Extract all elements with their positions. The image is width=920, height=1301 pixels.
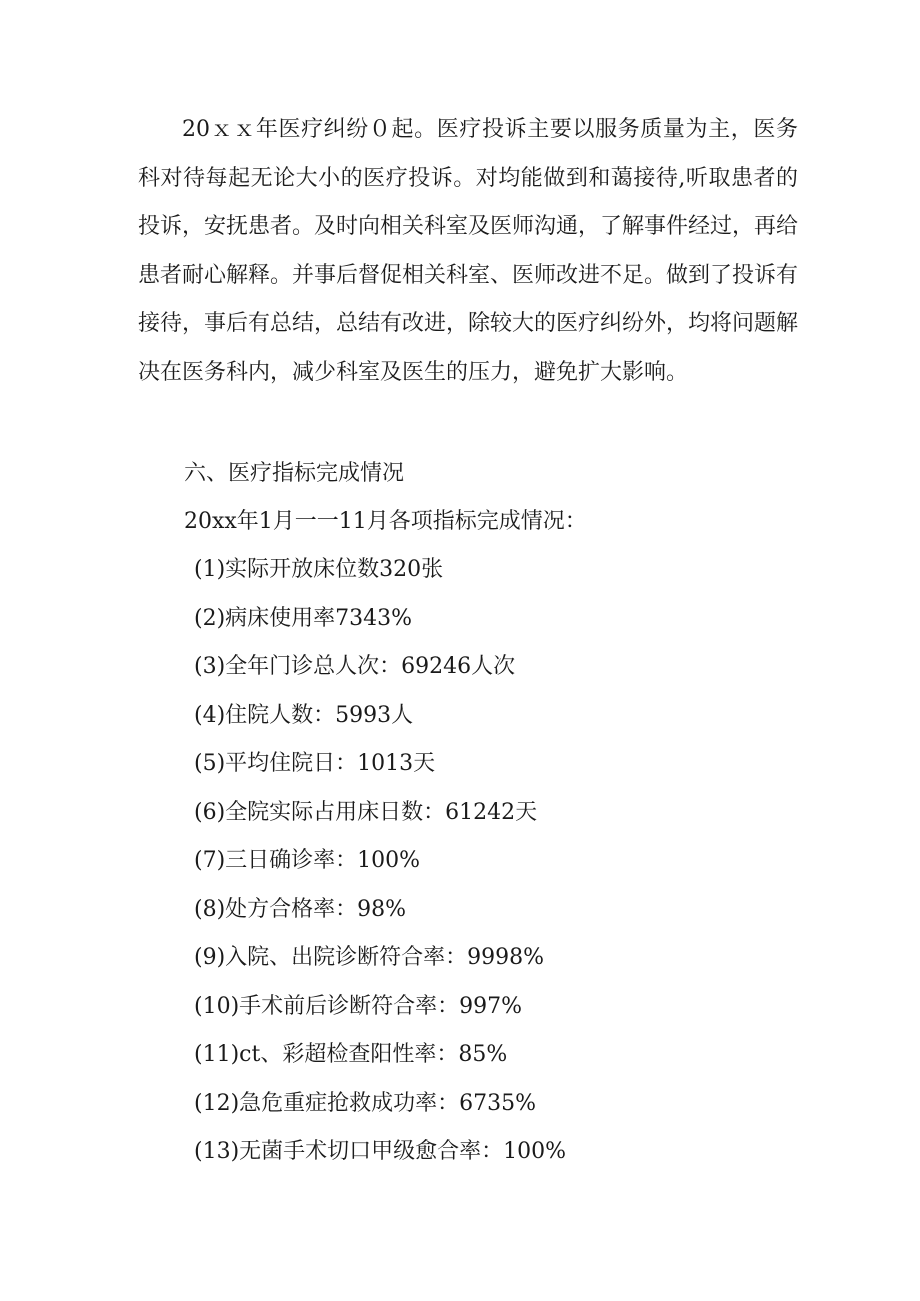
indicator-list [194,546,566,1177]
indicator-item: (12)急危重症抢救成功率：6735% [194,1090,537,1116]
indicator-item: (4)住院人数：5993人 [194,702,414,728]
indicator-item: (3)全年门诊总人次：69246人次 [194,654,516,679]
indicator-item: (11)ct、彩超检查阳性率：85% [194,1042,508,1067]
complaints-paragraph: 20ｘｘ年医疗纠纷０起。医疗投诉主要以服务质量为主，医务科对待每起无论大小的医疗投诉。对均能做到和蔼接待,听取患者的投诉，安抚患者。及时向相关科室及医师沟通，了解事件经过，再给患者耐心解释。并事后督促相关科室、医师改进不足。做到了投诉有接待，事后有总结，总结有改进，除较大的医疗纠纷外，均将问题解决在医务科内，减少科室及医生的压力，避免扩大影响。 [138,117,799,385]
indicator-item: (2)病床使用率7343% [194,605,413,631]
indicator-item: (8)处方合格率：98% [194,896,407,922]
section-heading: 六、医疗指标完成情况 [184,461,405,486]
indicator-item: (5)平均住院日：1013天 [194,751,436,776]
indicators-subheading: 20xx年1月一一11月各项指标完成情况： [184,509,587,534]
indicator-item: (6)全院实际占用床日数：61242天 [194,799,538,825]
indicator-item: (13)无菌手术切口甲级愈合率：100% [194,1139,567,1164]
indicator-item: (10)手术前后诊断符合率：997% [194,993,523,1019]
indicator-item: (7)三日确诊率：100% [194,848,421,873]
indicator-item: (1)实际开放床位数320张 [194,557,444,582]
indicator-item: (9)入院、出院诊断符合率：9998% [194,945,545,970]
